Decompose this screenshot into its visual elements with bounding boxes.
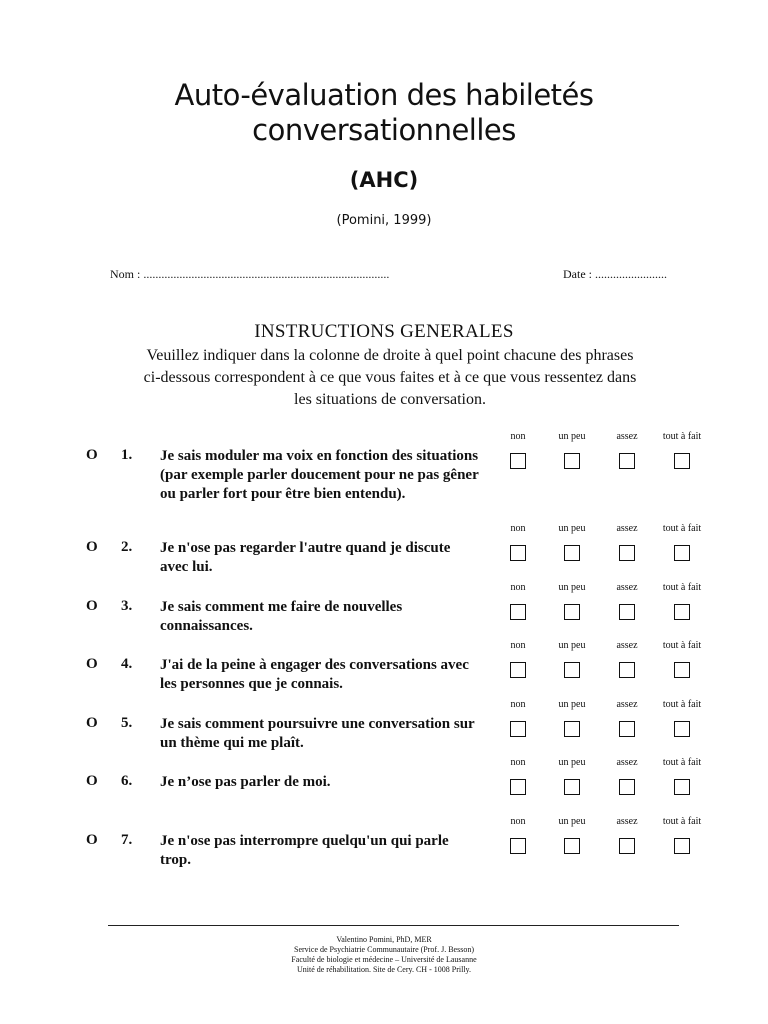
checkbox-un-peu[interactable] bbox=[564, 662, 580, 678]
scale-label-assez: assez bbox=[616, 757, 638, 768]
scale-label-non: non bbox=[510, 757, 526, 768]
scale-label-un-peu: un peu bbox=[558, 523, 586, 534]
item-statement: J'ai de la peine à engager des conversations avec les personnes que je connais. bbox=[160, 657, 469, 692]
scale-label-tout-a-fait: tout à fait bbox=[662, 523, 702, 534]
checkbox-non[interactable] bbox=[510, 721, 526, 737]
item-statement: Je sais comment me faire de nouvelles connaissances. bbox=[160, 599, 403, 634]
item-4 bbox=[0, 640, 768, 716]
item-marker: O bbox=[86, 598, 98, 614]
footer-divider bbox=[108, 925, 679, 926]
item-statement: Je n’ose pas parler de moi. bbox=[160, 774, 331, 790]
checkbox-tout-a-fait[interactable] bbox=[674, 779, 690, 795]
scale-label-tout-a-fait: tout à fait bbox=[662, 640, 702, 651]
checkbox-non[interactable] bbox=[510, 662, 526, 678]
scale-label-un-peu: un peu bbox=[558, 699, 586, 710]
item-1 bbox=[0, 431, 768, 507]
item-marker: O bbox=[86, 773, 98, 789]
item-marker: O bbox=[86, 539, 98, 555]
title-abbreviation: (AHC) bbox=[349, 168, 419, 192]
item-marker: O bbox=[86, 715, 98, 731]
scale-label-tout-a-fait: tout à fait bbox=[662, 582, 702, 593]
scale-label-assez: assez bbox=[616, 816, 638, 827]
scale-label-non: non bbox=[510, 523, 526, 534]
checkbox-un-peu[interactable] bbox=[564, 838, 580, 854]
checkbox-assez[interactable] bbox=[619, 604, 635, 620]
checkbox-un-peu[interactable] bbox=[564, 545, 580, 561]
checkbox-tout-a-fait[interactable] bbox=[674, 545, 690, 561]
scale-label-tout-a-fait: tout à fait bbox=[662, 699, 702, 710]
checkbox-assez[interactable] bbox=[619, 453, 635, 469]
footer-line-1: Valentino Pomini, PhD, MER bbox=[336, 935, 432, 944]
instructions-line-1: Veuillez indiquer dans la colonne de droite à quel point chacune des phrases bbox=[146, 347, 634, 364]
scale-label-assez: assez bbox=[616, 523, 638, 534]
item-marker: O bbox=[86, 656, 98, 672]
item-number: 2. bbox=[121, 539, 133, 555]
footer-line-4: Unité de réhabilitation. Site de Cery. CH - 1008 Prilly. bbox=[296, 965, 472, 974]
item-marker: O bbox=[86, 447, 98, 463]
name-field[interactable]: Nom : .................................................................................. bbox=[110, 267, 390, 281]
item-5 bbox=[0, 699, 768, 775]
checkbox-assez[interactable] bbox=[619, 838, 635, 854]
item-number: 6. bbox=[121, 773, 133, 789]
checkbox-assez[interactable] bbox=[619, 779, 635, 795]
instructions-text bbox=[114, 345, 666, 411]
item-statement: Je n'ose pas interrompre quelqu'un qui parle trop. bbox=[160, 833, 449, 868]
title-line-2: conversationnelles bbox=[252, 113, 516, 147]
scale-label-tout-a-fait: tout à fait bbox=[662, 431, 702, 442]
item-statement: Je n'ose pas regarder l'autre quand je discute avec lui. bbox=[160, 540, 451, 575]
checkbox-un-peu[interactable] bbox=[564, 453, 580, 469]
checkbox-non[interactable] bbox=[510, 604, 526, 620]
scale-label-non: non bbox=[510, 640, 526, 651]
scale-label-assez: assez bbox=[616, 699, 638, 710]
checkbox-non[interactable] bbox=[510, 545, 526, 561]
author-citation: (Pomini, 1999) bbox=[336, 213, 432, 228]
instructions-line-3: les situations de conversation. bbox=[294, 391, 486, 408]
scale-label-assez: assez bbox=[616, 640, 638, 651]
scale-label-non: non bbox=[510, 699, 526, 710]
item-number: 5. bbox=[121, 715, 133, 731]
footer bbox=[0, 935, 768, 975]
scale-label-non: non bbox=[510, 431, 526, 442]
checkbox-un-peu[interactable] bbox=[564, 721, 580, 737]
footer-line-3: Faculté de biologie et médecine – Université de Lausanne bbox=[291, 955, 477, 964]
scale-label-assez: assez bbox=[616, 582, 638, 593]
checkbox-non[interactable] bbox=[510, 779, 526, 795]
footer-line-2: Service de Psychiatrie Communautaire (Prof. J. Besson) bbox=[294, 945, 474, 954]
checkbox-non[interactable] bbox=[510, 453, 526, 469]
instructions-title: INSTRUCTIONS GENERALES bbox=[254, 321, 514, 342]
checkbox-tout-a-fait[interactable] bbox=[674, 453, 690, 469]
checkbox-non[interactable] bbox=[510, 838, 526, 854]
item-6 bbox=[0, 757, 768, 833]
scale-label-un-peu: un peu bbox=[558, 431, 586, 442]
item-marker: O bbox=[86, 832, 98, 848]
checkbox-un-peu[interactable] bbox=[564, 604, 580, 620]
title-line-1: Auto-évaluation des habiletés bbox=[174, 78, 594, 112]
checkbox-tout-a-fait[interactable] bbox=[674, 721, 690, 737]
page-title bbox=[0, 78, 768, 148]
scale-label-un-peu: un peu bbox=[558, 816, 586, 827]
item-statement: Je sais moduler ma voix en fonction des situations (par exemple parler doucement pour ne pas gêner ou parler fort pour être bien entendu). bbox=[160, 448, 479, 502]
instructions-line-2: ci-dessous correspondent à ce que vous faites et à ce que vous ressentez dans bbox=[143, 369, 637, 386]
checkbox-assez[interactable] bbox=[619, 662, 635, 678]
scale-label-tout-a-fait: tout à fait bbox=[662, 816, 702, 827]
scale-label-non: non bbox=[510, 582, 526, 593]
scale-label-un-peu: un peu bbox=[558, 582, 586, 593]
item-number: 3. bbox=[121, 598, 133, 614]
item-3 bbox=[0, 582, 768, 658]
checkbox-assez[interactable] bbox=[619, 721, 635, 737]
scale-label-non: non bbox=[510, 816, 526, 827]
checkbox-assez[interactable] bbox=[619, 545, 635, 561]
item-7 bbox=[0, 816, 768, 892]
scale-label-assez: assez bbox=[616, 431, 638, 442]
scale-label-un-peu: un peu bbox=[558, 640, 586, 651]
item-number: 7. bbox=[121, 832, 133, 848]
checkbox-tout-a-fait[interactable] bbox=[674, 838, 690, 854]
item-statement: Je sais comment poursuivre une conversation sur un thème qui me plaît. bbox=[160, 716, 475, 751]
checkbox-tout-a-fait[interactable] bbox=[674, 604, 690, 620]
date-field[interactable]: Date : ........................ bbox=[563, 267, 667, 281]
item-number: 1. bbox=[121, 447, 133, 463]
item-number: 4. bbox=[121, 656, 133, 672]
checkbox-tout-a-fait[interactable] bbox=[674, 662, 690, 678]
scale-label-tout-a-fait: tout à fait bbox=[662, 757, 702, 768]
scale-label-un-peu: un peu bbox=[558, 757, 586, 768]
checkbox-un-peu[interactable] bbox=[564, 779, 580, 795]
item-2 bbox=[0, 523, 768, 599]
